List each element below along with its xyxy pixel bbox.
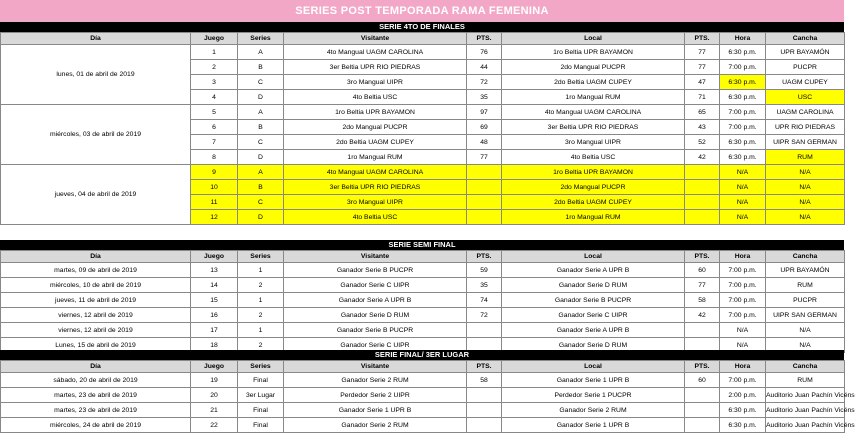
table-row: [1, 278, 845, 293]
date-cell[interactable]: miércoles, 24 de abril de 2019: [1, 418, 191, 433]
pts-local-cell[interactable]: 58: [685, 293, 720, 308]
pts-visitante-cell[interactable]: [467, 323, 502, 338]
date-cell[interactable]: sábado, 20 de abril de 2019: [1, 373, 191, 388]
cancha-cell[interactable]: N/A: [766, 323, 845, 338]
pts-visitante-cell[interactable]: 35: [467, 278, 502, 293]
juego-cell[interactable]: 9: [191, 165, 238, 180]
cancha-cell[interactable]: N/A: [766, 210, 845, 225]
header-pts-visitante: PTS.: [467, 251, 502, 263]
hora-cell[interactable]: 6:30 p.m.: [720, 403, 766, 418]
pts-visitante-cell[interactable]: [467, 165, 502, 180]
header-series: Series: [238, 361, 284, 373]
juego-cell[interactable]: 17: [191, 323, 238, 338]
juego-cell[interactable]: 20: [191, 388, 238, 403]
section-banner: SERIE FINAL/ 3ER LUGAR: [0, 350, 844, 360]
header-juego: Juego: [191, 33, 238, 45]
juego-cell[interactable]: 3: [191, 75, 238, 90]
hora-cell[interactable]: 6:30 p.m.: [720, 45, 766, 60]
visitante-cell[interactable]: 2do Mangual PUCPR: [284, 120, 467, 135]
pts-visitante-cell[interactable]: [467, 388, 502, 403]
visitante-cell[interactable]: 2do Beltia UAGM CUPEY: [284, 135, 467, 150]
series-cell[interactable]: Final: [238, 418, 284, 433]
cancha-cell[interactable]: UPR BAYAMÓN: [766, 263, 845, 278]
header-hora: Hora: [720, 251, 766, 263]
local-cell[interactable]: 4to Mangual UAGM CAROLINA: [502, 105, 685, 120]
visitante-cell[interactable]: 4to Mangual UAGM CAROLINA: [284, 45, 467, 60]
visitante-cell[interactable]: 1ro Beltia UPR BAYAMON: [284, 105, 467, 120]
series-cell[interactable]: C: [238, 135, 284, 150]
pts-local-cell[interactable]: 42: [685, 308, 720, 323]
pts-visitante-cell[interactable]: 69: [467, 120, 502, 135]
local-cell[interactable]: Ganador Serie 1 UPR B: [502, 418, 685, 433]
cancha-cell[interactable]: UIPR SAN GERMAN: [766, 135, 845, 150]
cancha-cell[interactable]: UAGM CUPEY: [766, 75, 845, 90]
local-cell[interactable]: Ganador Serie D RUM: [502, 338, 685, 353]
visitante-cell[interactable]: 4to Beltia USC: [284, 90, 467, 105]
local-cell[interactable]: 3er Beltia UPR RIO PIEDRAS: [502, 120, 685, 135]
cancha-cell[interactable]: PUCPR: [766, 293, 845, 308]
date-cell[interactable]: jueves, 11 de abril de 2019: [1, 293, 191, 308]
series-cell[interactable]: B: [238, 180, 284, 195]
cancha-cell[interactable]: UAGM CAROLINA: [766, 105, 845, 120]
series-cell[interactable]: 3er Lugar: [238, 388, 284, 403]
juego-cell[interactable]: 16: [191, 308, 238, 323]
header-juego: Juego: [191, 251, 238, 263]
header-dia: Día: [1, 33, 191, 45]
pts-local-cell[interactable]: 71: [685, 90, 720, 105]
header-pts-visitante: PTS.: [467, 33, 502, 45]
table-row: [1, 323, 845, 338]
hora-cell[interactable]: 7:00 p.m.: [720, 308, 766, 323]
pts-visitante-cell[interactable]: 72: [467, 75, 502, 90]
table-row: [1, 308, 845, 323]
local-cell[interactable]: 1ro Beltia UPR BAYAMON: [502, 165, 685, 180]
juego-cell[interactable]: 15: [191, 293, 238, 308]
hora-cell[interactable]: N/A: [720, 195, 766, 210]
visitante-cell[interactable]: Perdedor Serie 2 UIPR: [284, 388, 467, 403]
hora-cell[interactable]: 7:00 p.m.: [720, 120, 766, 135]
juego-cell[interactable]: 21: [191, 403, 238, 418]
local-cell[interactable]: 2do Beltia UAGM CUPEY: [502, 195, 685, 210]
table-row: [1, 165, 845, 180]
header-juego: Juego: [191, 361, 238, 373]
hora-cell[interactable]: 7:00 p.m.: [720, 105, 766, 120]
cancha-cell[interactable]: UIPR SAN GERMAN: [766, 308, 845, 323]
header-pts-local: PTS.: [685, 361, 720, 373]
juego-cell[interactable]: 8: [191, 150, 238, 165]
local-cell[interactable]: Ganador Serie A UPR B: [502, 263, 685, 278]
local-cell[interactable]: Ganador Serie 1 UPR B: [502, 373, 685, 388]
juego-cell[interactable]: 1: [191, 45, 238, 60]
cancha-cell[interactable]: Auditorio Juan Pachín Vicéns: [766, 388, 845, 403]
pts-local-cell[interactable]: [685, 165, 720, 180]
cancha-cell[interactable]: N/A: [766, 165, 845, 180]
visitante-cell[interactable]: 3ro Mangual UIPR: [284, 195, 467, 210]
series-cell[interactable]: B: [238, 60, 284, 75]
series-cell[interactable]: D: [238, 90, 284, 105]
series-cell[interactable]: C: [238, 75, 284, 90]
local-cell[interactable]: 1ro Beltia UPR BAYAMON: [502, 45, 685, 60]
juego-cell[interactable]: 22: [191, 418, 238, 433]
pts-visitante-cell[interactable]: 35: [467, 90, 502, 105]
table-row: [1, 418, 845, 433]
pts-visitante-cell[interactable]: 59: [467, 263, 502, 278]
series-cell[interactable]: A: [238, 45, 284, 60]
pts-visitante-cell[interactable]: 48: [467, 135, 502, 150]
juego-cell[interactable]: 4: [191, 90, 238, 105]
date-cell[interactable]: martes, 09 de abril de 2019: [1, 263, 191, 278]
hora-cell[interactable]: 7:00 p.m.: [720, 263, 766, 278]
header-dia: Día: [1, 361, 191, 373]
sheet-title: SERIES POST TEMPORADA RAMA FEMENINA: [0, 0, 844, 22]
juego-cell[interactable]: 12: [191, 210, 238, 225]
pts-visitante-cell[interactable]: [467, 180, 502, 195]
cancha-cell[interactable]: USC: [766, 90, 845, 105]
series-cell[interactable]: 2: [238, 278, 284, 293]
visitante-cell[interactable]: Ganador Serie C UIPR: [284, 278, 467, 293]
schedule-table: [0, 32, 845, 225]
local-cell[interactable]: 1ro Mangual RUM: [502, 90, 685, 105]
visitante-cell[interactable]: 4to Beltia USC: [284, 210, 467, 225]
pts-local-cell[interactable]: [685, 403, 720, 418]
pts-local-cell[interactable]: 42: [685, 150, 720, 165]
pts-visitante-cell[interactable]: 77: [467, 150, 502, 165]
pts-visitante-cell[interactable]: [467, 195, 502, 210]
pts-local-cell[interactable]: 77: [685, 45, 720, 60]
juego-cell[interactable]: 14: [191, 278, 238, 293]
series-cell[interactable]: Final: [238, 403, 284, 418]
juego-cell[interactable]: 2: [191, 60, 238, 75]
cancha-cell[interactable]: RUM: [766, 373, 845, 388]
series-cell[interactable]: A: [238, 105, 284, 120]
cancha-cell[interactable]: PUCPR: [766, 60, 845, 75]
series-cell[interactable]: 2: [238, 308, 284, 323]
visitante-cell[interactable]: Ganador Serie D RUM: [284, 308, 467, 323]
local-cell[interactable]: 2do Mangual PUCPR: [502, 60, 685, 75]
hora-cell[interactable]: N/A: [720, 180, 766, 195]
header-visitante: Visitante: [284, 251, 467, 263]
pts-local-cell[interactable]: 52: [685, 135, 720, 150]
visitante-cell[interactable]: Ganador Serie A UPR B: [284, 293, 467, 308]
series-cell[interactable]: 1: [238, 293, 284, 308]
series-cell[interactable]: D: [238, 150, 284, 165]
series-cell[interactable]: C: [238, 195, 284, 210]
header-dia: Día: [1, 251, 191, 263]
header-pts-local: PTS.: [685, 33, 720, 45]
visitante-cell[interactable]: Ganador Serie 2 RUM: [284, 418, 467, 433]
visitante-cell[interactable]: Ganador Serie 1 UPR B: [284, 403, 467, 418]
cancha-cell[interactable]: UPR BAYAMÓN: [766, 45, 845, 60]
visitante-cell[interactable]: Ganador Serie B PUCPR: [284, 263, 467, 278]
pts-local-cell[interactable]: [685, 180, 720, 195]
table-row: [1, 373, 845, 388]
cancha-cell[interactable]: Auditorio Juan Pachín Vicéns: [766, 418, 845, 433]
date-cell[interactable]: miércoles, 10 de abril de 2019: [1, 278, 191, 293]
series-cell[interactable]: D: [238, 210, 284, 225]
hora-cell[interactable]: 6:30 p.m.: [720, 90, 766, 105]
header-pts-local: PTS.: [685, 251, 720, 263]
juego-cell[interactable]: 7: [191, 135, 238, 150]
local-cell[interactable]: Ganador Serie 2 RUM: [502, 403, 685, 418]
date-cell[interactable]: jueves, 04 de abril de 2019: [1, 165, 191, 225]
table-row: [1, 45, 845, 60]
pts-visitante-cell[interactable]: 58: [467, 373, 502, 388]
local-cell[interactable]: Ganador Serie C UIPR: [502, 308, 685, 323]
header-visitante: Visitante: [284, 33, 467, 45]
pts-visitante-cell[interactable]: 74: [467, 293, 502, 308]
date-cell[interactable]: viernes, 12 abril de 2019: [1, 323, 191, 338]
series-cell[interactable]: A: [238, 165, 284, 180]
header-row: [1, 33, 845, 45]
hora-cell[interactable]: 6:30 p.m.: [720, 135, 766, 150]
hora-cell[interactable]: N/A: [720, 165, 766, 180]
hora-cell[interactable]: 6:30 p.m.: [720, 150, 766, 165]
header-visitante: Visitante: [284, 361, 467, 373]
header-series: Series: [238, 33, 284, 45]
table-row: [1, 105, 845, 120]
local-cell[interactable]: 4to Beltia USC: [502, 150, 685, 165]
cancha-cell[interactable]: UPR RIO PIEDRAS: [766, 120, 845, 135]
table-row: [1, 388, 845, 403]
series-cell[interactable]: 1: [238, 323, 284, 338]
header-row: [1, 251, 845, 263]
juego-cell[interactable]: 10: [191, 180, 238, 195]
pts-local-cell[interactable]: 77: [685, 60, 720, 75]
local-cell[interactable]: 3ro Mangual UIPR: [502, 135, 685, 150]
hora-cell[interactable]: 7:00 p.m.: [720, 293, 766, 308]
pts-local-cell[interactable]: [685, 388, 720, 403]
visitante-cell[interactable]: 1ro Mangual RUM: [284, 150, 467, 165]
pts-visitante-cell[interactable]: [467, 403, 502, 418]
visitante-cell[interactable]: Ganador Serie C UIPR: [284, 338, 467, 353]
table-row: [1, 263, 845, 278]
pts-local-cell[interactable]: [685, 195, 720, 210]
hora-cell[interactable]: 7:00 p.m.: [720, 373, 766, 388]
local-cell[interactable]: 2do Mangual PUCPR: [502, 180, 685, 195]
hora-cell[interactable]: N/A: [720, 210, 766, 225]
pts-visitante-cell[interactable]: 76: [467, 45, 502, 60]
cancha-cell[interactable]: N/A: [766, 338, 845, 353]
hora-cell[interactable]: 6:30 p.m.: [720, 418, 766, 433]
local-cell[interactable]: Perdedor Serie 1 PUCPR: [502, 388, 685, 403]
pts-visitante-cell[interactable]: 44: [467, 60, 502, 75]
visitante-cell[interactable]: 3ro Mangual UIPR: [284, 75, 467, 90]
pts-local-cell[interactable]: 77: [685, 278, 720, 293]
header-hora: Hora: [720, 33, 766, 45]
cancha-cell[interactable]: RUM: [766, 278, 845, 293]
pts-visitante-cell[interactable]: 97: [467, 105, 502, 120]
section-banner: SERIE 4TO DE FINALES: [0, 22, 844, 32]
series-cell[interactable]: B: [238, 120, 284, 135]
pts-local-cell[interactable]: [685, 323, 720, 338]
series-cell[interactable]: Final: [238, 373, 284, 388]
header-pts-visitante: PTS.: [467, 361, 502, 373]
pts-local-cell[interactable]: 47: [685, 75, 720, 90]
schedule-table: [0, 250, 845, 353]
visitante-cell[interactable]: Ganador Serie B PUCPR: [284, 323, 467, 338]
visitante-cell[interactable]: 3er Beltia UPR RIO PIEDRAS: [284, 180, 467, 195]
pts-local-cell[interactable]: 43: [685, 120, 720, 135]
date-cell[interactable]: viernes, 12 abril de 2019: [1, 308, 191, 323]
pts-visitante-cell[interactable]: 72: [467, 308, 502, 323]
visitante-cell[interactable]: 3er Beltia UPR RIO PIEDRAS: [284, 60, 467, 75]
juego-cell[interactable]: 5: [191, 105, 238, 120]
date-cell[interactable]: lunes, 01 de abril de 2019: [1, 45, 191, 105]
series-cell[interactable]: 2: [238, 338, 284, 353]
visitante-cell[interactable]: 4to Mangual UAGM CAROLINA: [284, 165, 467, 180]
table-row: [1, 293, 845, 308]
hora-cell[interactable]: 7:00 p.m.: [720, 278, 766, 293]
date-cell[interactable]: miércoles, 03 de abril de 2019: [1, 105, 191, 165]
date-cell[interactable]: martes, 23 de abril de 2019: [1, 388, 191, 403]
schedule-table: [0, 360, 855, 433]
cancha-cell[interactable]: RUM: [766, 150, 845, 165]
juego-cell[interactable]: 18: [191, 338, 238, 353]
hora-cell[interactable]: 7:00 p.m.: [720, 60, 766, 75]
hora-cell[interactable]: 6:30 p.m.: [720, 75, 766, 90]
local-cell[interactable]: Ganador Serie A UPR B: [502, 323, 685, 338]
local-cell[interactable]: Ganador Serie D RUM: [502, 278, 685, 293]
table-row: [1, 403, 845, 418]
pts-local-cell[interactable]: 65: [685, 105, 720, 120]
date-cell[interactable]: Lunes, 15 de abril de 2019: [1, 338, 191, 353]
pts-local-cell[interactable]: [685, 418, 720, 433]
local-cell[interactable]: 1ro Mangual RUM: [502, 210, 685, 225]
header-hora: Hora: [720, 361, 766, 373]
local-cell[interactable]: 2do Beltia UAGM CUPEY: [502, 75, 685, 90]
header-local: Local: [502, 251, 685, 263]
header-cancha: Cancha: [766, 33, 845, 45]
header-row: [1, 361, 845, 373]
header-local: Local: [502, 361, 685, 373]
hora-cell[interactable]: N/A: [720, 323, 766, 338]
juego-cell[interactable]: 11: [191, 195, 238, 210]
local-cell[interactable]: Ganador Serie B PUCPR: [502, 293, 685, 308]
pts-local-cell[interactable]: 60: [685, 373, 720, 388]
pts-visitante-cell[interactable]: [467, 418, 502, 433]
juego-cell[interactable]: 13: [191, 263, 238, 278]
header-cancha: Cancha: [766, 251, 845, 263]
visitante-cell[interactable]: Ganador Serie 2 RUM: [284, 373, 467, 388]
header-cancha: Cancha: [766, 361, 845, 373]
section-banner: SERIE SEMI FINAL: [0, 240, 844, 250]
header-local: Local: [502, 33, 685, 45]
series-cell[interactable]: 1: [238, 263, 284, 278]
hora-cell[interactable]: N/A: [720, 338, 766, 353]
cancha-cell[interactable]: N/A: [766, 195, 845, 210]
header-series: Series: [238, 251, 284, 263]
pts-local-cell[interactable]: [685, 210, 720, 225]
cancha-cell[interactable]: Auditorio Juan Pachín Vicéns: [766, 403, 845, 418]
date-cell[interactable]: martes, 23 de abril de 2019: [1, 403, 191, 418]
hora-cell[interactable]: 2:00 p.m.: [720, 388, 766, 403]
juego-cell[interactable]: 19: [191, 373, 238, 388]
juego-cell[interactable]: 6: [191, 120, 238, 135]
pts-visitante-cell[interactable]: [467, 210, 502, 225]
pts-local-cell[interactable]: 60: [685, 263, 720, 278]
cancha-cell[interactable]: N/A: [766, 180, 845, 195]
